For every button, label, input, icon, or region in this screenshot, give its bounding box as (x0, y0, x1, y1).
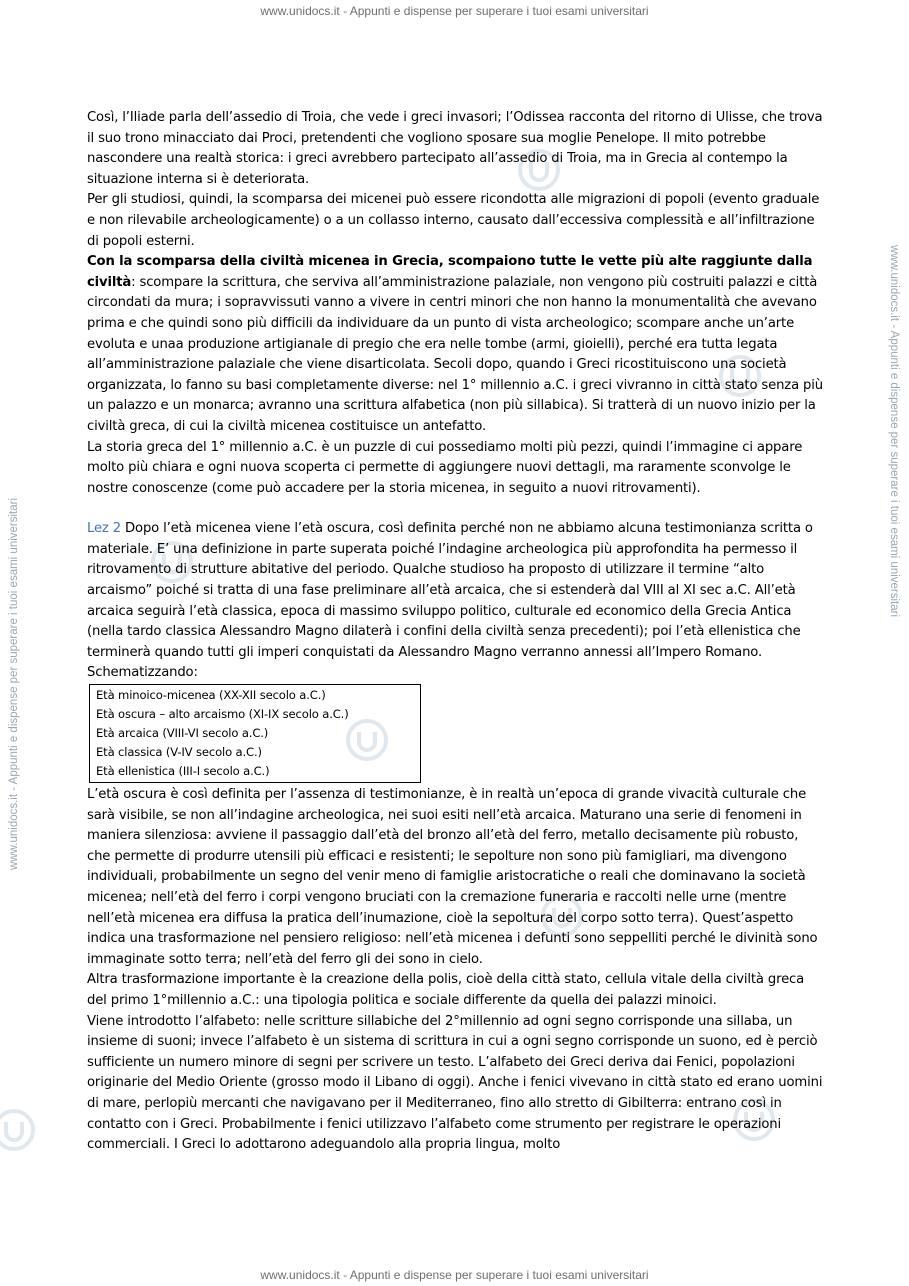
paragraph-text: Dopo l’età micenea viene l’età oscura, così definita perché non ne abbiamo alcuna testimonianza scritta o materiale. E’ una definizione in parte superata poiché l’indagine archeologica più approfondita ha permesso il ritrovamento di strutture abitative del periodo. Qualche studioso ha proposto di utilizzare il termine “alto arcaismo” poiché si tratta di una fase preliminare all’età arcaica, che si estenderà dal VIII al XI sec a.C. All’età arcaica seguirà l’età classica, epoca di massimo sviluppo politico, culturale ed economico della Grecia Antica (nella tardo classica Alessandro Magno dilaterà i confini della civiltà senza precedenti); poi l’età ellenistica che terminerà quando tutti gli imperi conquistati da Alessandro Magno verranno annessi all’Impero Romano. Schematizzando: (87, 521, 813, 681)
paragraph-scomparsa-micenea (87, 252, 825, 437)
bold-statement: Con la scomparsa della civiltà micenea in Grecia, scompaiono tutte le vette più alte raggiunte dalla civiltà (87, 254, 813, 290)
paragraph-studiosi: Per gli studiosi, quindi, la scomparsa dei micenei può essere ricondotta alle migrazioni di popoli (evento graduale e non rilevabile archeologicamente) o a un collasso interno, causato dall’eccessiva complessità e all’infiltrazione di popoli esterni. (87, 192, 820, 249)
period-item: Età classica (V-IV secolo a.C.) (96, 745, 262, 760)
period-item: Età minoico-micenea (XX-XII secolo a.C.) (96, 688, 326, 703)
page-header-watermark: www.unidocs.it - Appunti e dispense per superare i tuoi esami universitari (260, 4, 649, 18)
paragraph-polis: Altra trasformazione importante è la creazione della polis, cioè della città stato, cellula vitale della civiltà greca del primo 1°millennio a.C.: una tipologia politica e sociale differente da quella dei palazzi minoici. (87, 972, 805, 1008)
paragraph-continuation: : scompare la scrittura, che serviva all’amministrazione palaziale, non vengono più costruiti palazzi e città circondati da mura; i sopravvissuti vanno a vivere in centri minori che non hanno la monumentalità che avevano prima e che quindi sono più difficili da individuare da un punto di vista archeologico; scompare anche un’arte evoluta e unaa produzione artigianale di pregio che era nelle tombe (armi, gioielli), perché era tutta legata all’amministrazione palaziale che viene disarticolata. Secoli dopo, quando i Greci ricostituiscono una società organizzata, lo fanno su basi completamente diverse: nel 1° millennio a.C. i greci vivranno in città stato senza più un palazzo e un monarca; avranno una scrittura alfabetica (non più sillabica). Si tratterà di un nuovo inizio per la civiltà greca, di cui la civiltà micenea costituisce un antefatto. (87, 274, 823, 434)
page-footer-watermark: www.unidocs.it - Appunti e dispense per superare i tuoi esami universitari (260, 1268, 649, 1282)
unidocs-logo-icon (0, 1108, 36, 1152)
paragraph-iliade-odissea: Così, l’Iliade parla dell’assedio di Troia, che vede i greci invasori; l’Odissea racconta del ritorno di Ulisse, che trova il suo trono minacciato dai Proci, pretendenti che vogliono sposare sua moglie Penelope. Il mito potrebbe nascondere una realtà storica: i greci avrebbero partecipato all’assedio di Troia, ma in Grecia al contempo la situazione interna si è deteriorata. (87, 110, 823, 187)
right-margin-watermark: www.unidocs.it - Appunti e dispense per superare i tuoi esami universitari (888, 245, 900, 618)
lesson-label: Lez 2 (87, 521, 121, 537)
paragraph-storia-greca: La storia greca del 1° millennio a.C. è un puzzle di cui possediamo molti più pezzi, quindi l’immagine ci appare molto più chiara e ogni nuova scoperta ci permette di aggiungere nuovi dettagli, ma raramente sconvolge le nostre conoscenze (come può accadere per la storia micenea, in seguito a nuovi ritrovamenti). (87, 439, 803, 496)
period-item: Età oscura – alto arcaismo (XI-IX secolo a.C.) (96, 707, 349, 722)
paragraph-eta-oscura (87, 519, 825, 684)
document-body (87, 108, 825, 1156)
paragraph-alfabeto: Viene introdotto l’alfabeto: nelle scritture sillabiche del 2°millennio ad ogni segno corrisponde una sillaba, un insieme di suoni; invece l’alfabeto è un sistema di scrittura in cui a ogni segno corrisponde un suono, ed è perciò sufficiente un numero minore di segni per scrivere un testo. L’alfabeto dei Greci deriva dai Fenici, popolazioni originarie del Medio Oriente (grosso modo il Libano di oggi). Anche i fenici vivevano in città stato ed erano uomini di mare, perlopiù mercanti che navigavano per il Mediterraneo, fino allo stretto di Gibilterra: entrano così in contatto con i Greci. Probabilmente i fenici utilizzavo l’alfabeto come strumento per registrare le operazioni commerciali. I Greci lo adottarono adeguandolo alla propria lingua, molto (87, 1013, 823, 1153)
periods-box (89, 684, 421, 783)
left-margin-watermark: www.unidocs.it - Appunti e dispense per superare i tuoi esami universitari (8, 497, 20, 870)
period-item: Età arcaica (VIII-VI secolo a.C.) (96, 726, 269, 741)
period-item: Età ellenistica (III-I secolo a.C.) (96, 764, 270, 779)
paragraph-vivacita-culturale: L’età oscura è così definita per l’assenza di testimonianze, è in realtà un’epoca di grande vivacità culturale che sarà visibile, se non all’indagine archeologica, nei suoi esiti nell’età arcaica. Maturano una serie di fenomeni in maniera silenziosa: avviene il passaggio dall’età del bronzo all’età del ferro, metallo decisamente più robusto, che permette di produrre utensili più efficaci e resistenti; le sepolture non sono più famigliari, ma divengono individuali, probabilmente un segno del venir meno di famiglie aristocratiche o reali che dominavano la società micenea; nell’età del ferro i corpi vengono bruciati con la cremazione funeraria e raccolti nelle urne (mentre nell’età micenea era diffusa la pratica dell’inumazione, cioè la sepoltura del corpo sotto terra). Quest’aspetto indica una trasformazione nel pensiero religioso: nell’età micenea i defunti sono seppelliti perché le divinità sono immaginate sotto terra; nell’età del ferro gli dei sono in cielo. (87, 787, 818, 967)
paragraph-gap (87, 499, 825, 519)
